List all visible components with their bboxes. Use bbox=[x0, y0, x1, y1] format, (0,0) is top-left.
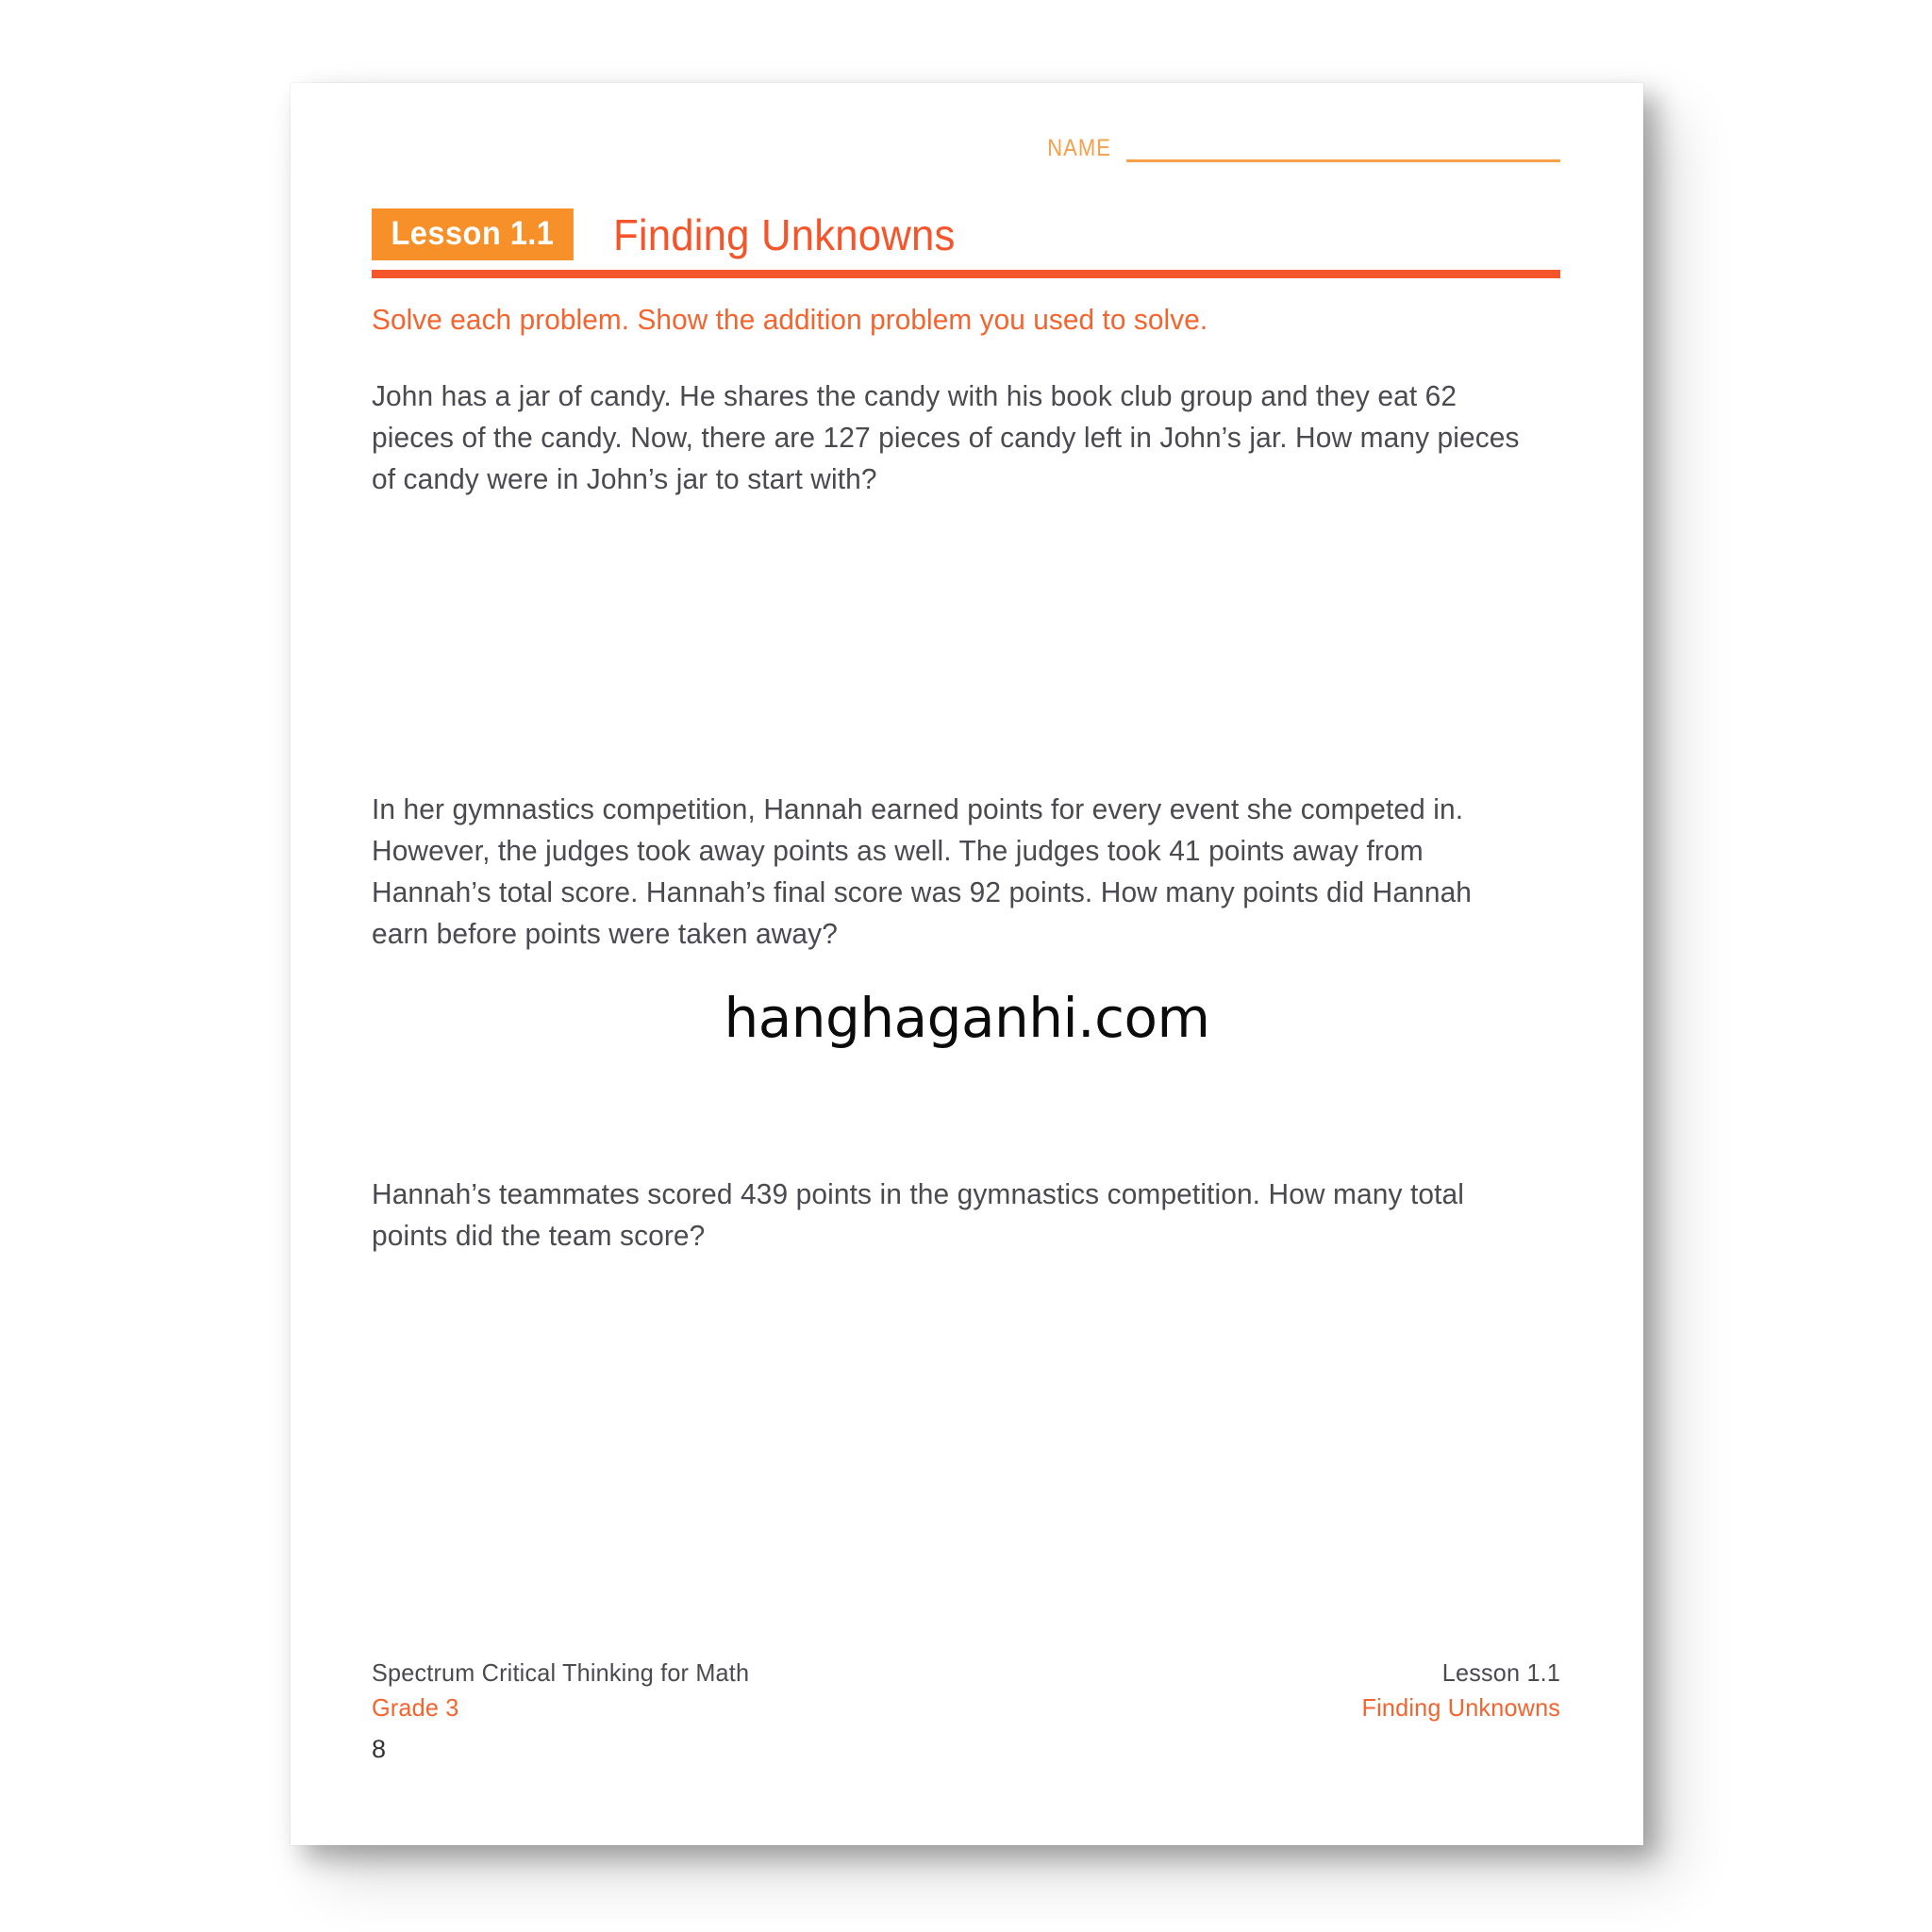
page-number: 8 bbox=[372, 1735, 387, 1763]
name-input-line[interactable] bbox=[1126, 159, 1560, 162]
site-watermark: hanghaganhi.com bbox=[724, 986, 1210, 1050]
worksheet-content bbox=[291, 83, 1643, 1845]
lesson-number-badge: Lesson 1.1 bbox=[372, 208, 574, 260]
lesson-header bbox=[372, 208, 1560, 260]
name-label: NAME bbox=[1047, 135, 1111, 161]
footer-lesson-ref: Lesson 1.1 bbox=[1441, 1658, 1560, 1688]
footer-grade: Grade 3 bbox=[372, 1693, 459, 1723]
problem-1-text: John has a jar of candy. He shares the candy with his book club group and they eat 62 pieces of the candy. Now, there are 127 pieces of candy left in John’s jar. How many pieces of candy were in John’s jar to start with? bbox=[372, 379, 1520, 496]
instruction-text: Solve each problem. Show the addition problem you used to solve. bbox=[372, 303, 1208, 336]
footer-book-title: Spectrum Critical Thinking for Math bbox=[372, 1658, 750, 1688]
header-divider-rule bbox=[372, 270, 1560, 278]
lesson-title: Finding Unknowns bbox=[612, 209, 956, 259]
worksheet-page bbox=[291, 83, 1643, 1845]
footer-right-block bbox=[1356, 1656, 1560, 1725]
footer-lesson-name: Finding Unknowns bbox=[1361, 1693, 1560, 1723]
problem-3-text: Hannah’s teammates scored 439 points in the gymnastics competition. How many total points did the team score? bbox=[372, 1177, 1465, 1253]
problem-2-text: In her gymnastics competition, Hannah earned points for every event she competed in. However, the judges took away points as well. The judges took 41 points away from Hannah’s total score. Hannah’s final score was 92 points. How many points did Hannah earn before points were taken away? bbox=[372, 792, 1473, 951]
page-footer bbox=[372, 1656, 1560, 1762]
name-field-row bbox=[1039, 137, 1560, 164]
footer-left-block bbox=[372, 1656, 761, 1762]
